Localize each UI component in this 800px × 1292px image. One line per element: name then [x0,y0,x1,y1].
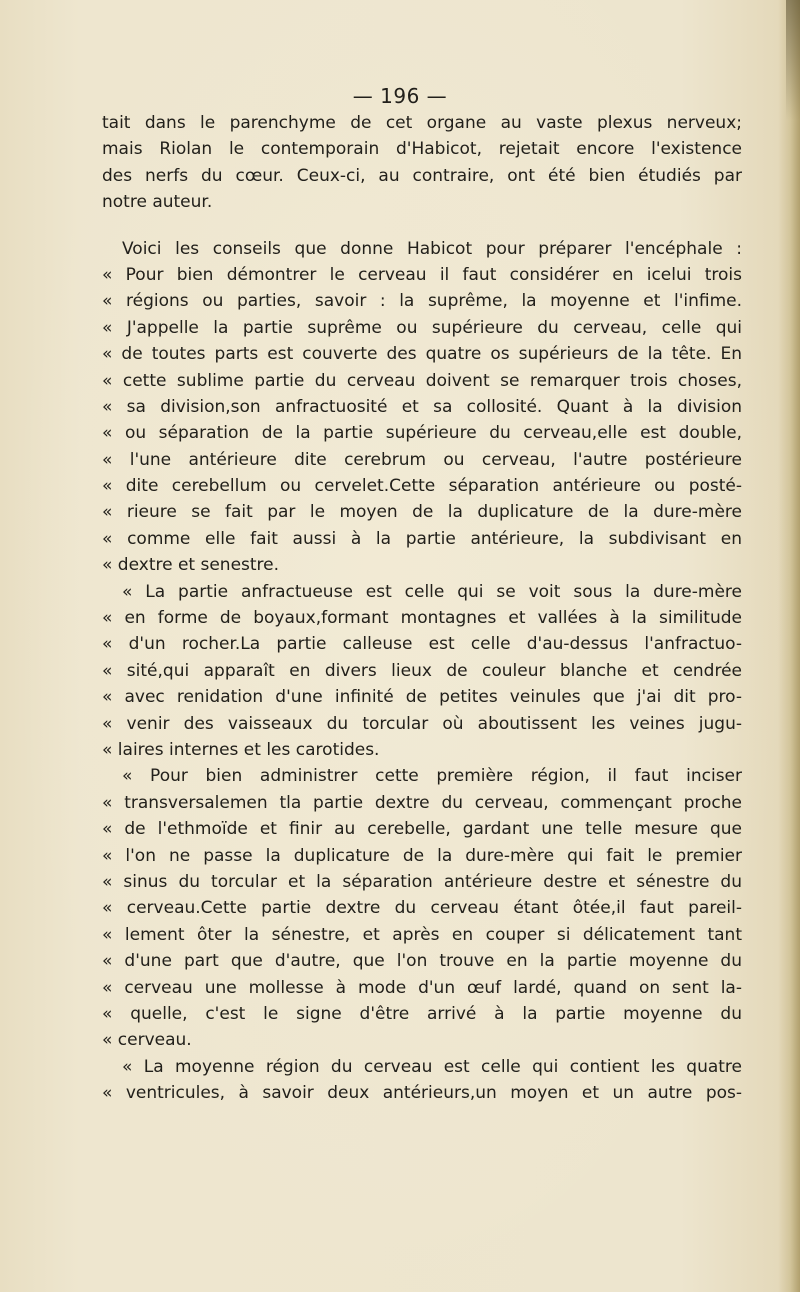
text-line: « La moyenne région du cerveau est celle qui contient les quatre [122,1056,742,1077]
text-line: notre auteur. [102,192,213,213]
paragraph [102,110,742,216]
text-line: « l'une antérieure dite cerebrum ou cerveau, l'autre postérieure [102,449,742,470]
page-edge-shadow [778,0,800,1292]
text-line: « sa division,son anfractuosité et sa collosité. Quant à la division [102,396,742,417]
paragraph [102,579,742,764]
text-line: « Pour bien administrer cette première région, il faut inciser [122,766,742,787]
text-line: « J'appelle la partie suprême ou supérieure du cerveau, celle qui [102,317,742,338]
paragraph [102,1054,742,1107]
paragraph [102,763,742,1053]
page-number: — 196 — [352,84,448,108]
text-line: « avec renidation d'une infinité de petites veinules que j'ai dit pro- [102,687,742,708]
text-line: « laires internes et les carotides. [102,739,380,760]
text-line: « dite cerebellum ou cervelet.Cette séparation antérieure ou posté- [102,476,742,497]
text-line: « quelle, c'est le signe d'être arrivé à la partie moyenne du [102,1003,742,1024]
text-line: tait dans le parenchyme de cet organe au vaste plexus nerveux; [102,113,742,133]
text-line: « cerveau. [102,1030,192,1051]
text-line: « sité,qui apparaît en divers lieux de couleur blanche et cendrée [102,660,742,681]
text-line: « de toutes parts est couverte des quatre os supérieurs de la tête. En [102,344,742,365]
text-line: « d'un rocher.La partie calleuse est celle d'au-dessus l'anfractuo- [102,634,742,655]
text-line: « en forme de boyaux,formant montagnes et vallées à la similitude [102,608,742,629]
text-line: « lement ôter la sénestre, et après en couper si délicatement tant [102,924,742,945]
text-line: « régions ou parties, savoir : la suprême, la moyenne et l'infime. [102,291,742,312]
paragraph-gap [102,216,742,236]
text-line: « l'on ne passe la duplicature de la dure-mère qui fait le premier [102,845,742,866]
text-line: « La partie anfractueuse est celle qui se voit sous la dure-mère [122,581,742,602]
text-line: « sinus du torcular et la séparation antérieure destre et sénestre du [102,871,742,892]
text-line: « ou séparation de la partie supérieure du cerveau,elle est double, [102,423,742,444]
text-line: « cette sublime partie du cerveau doivent se remarquer trois choses, [102,370,742,391]
text-line: « comme elle fait aussi à la partie antérieure, la subdivisant en [102,528,742,549]
text-line: « de l'ethmoïde et finir au cerebelle, gardant une telle mesure que [102,819,742,840]
text-line: « cerveau une mollesse à mode d'un œuf lardé, quand on sent la- [102,977,742,998]
text-line: Voici les conseils que donne Habicot pour préparer l'encéphale : [122,238,742,259]
text-line: « cerveau.Cette partie dextre du cerveau étant ôtée,il faut pareil- [102,898,742,919]
text-line: « d'une part que d'autre, que l'on trouve en la partie moyenne du [102,951,742,972]
text-line: « Pour bien démontrer le cerveau il faut considérer en icelui trois [102,264,742,285]
body-text [102,110,742,1106]
text-line: « rieure se fait par le moyen de la duplicature de la dure-mère [102,502,742,523]
text-line: des nerfs du cœur. Ceux-ci, au contraire, ont été bien étudiés par [102,165,742,186]
text-line: mais Riolan le contemporain d'Habicot, rejetait encore l'existence [102,139,742,160]
text-line: « venir des vaisseaux du torcular où aboutissent les veines jugu- [102,713,742,734]
text-line: « ventricules, à savoir deux antérieurs,un moyen et un autre pos- [102,1083,742,1104]
text-line: « transversalemen tla partie dextre du cerveau, commençant proche [102,792,742,813]
text-line: « dextre et senestre. [102,555,280,576]
paragraph [102,236,742,579]
